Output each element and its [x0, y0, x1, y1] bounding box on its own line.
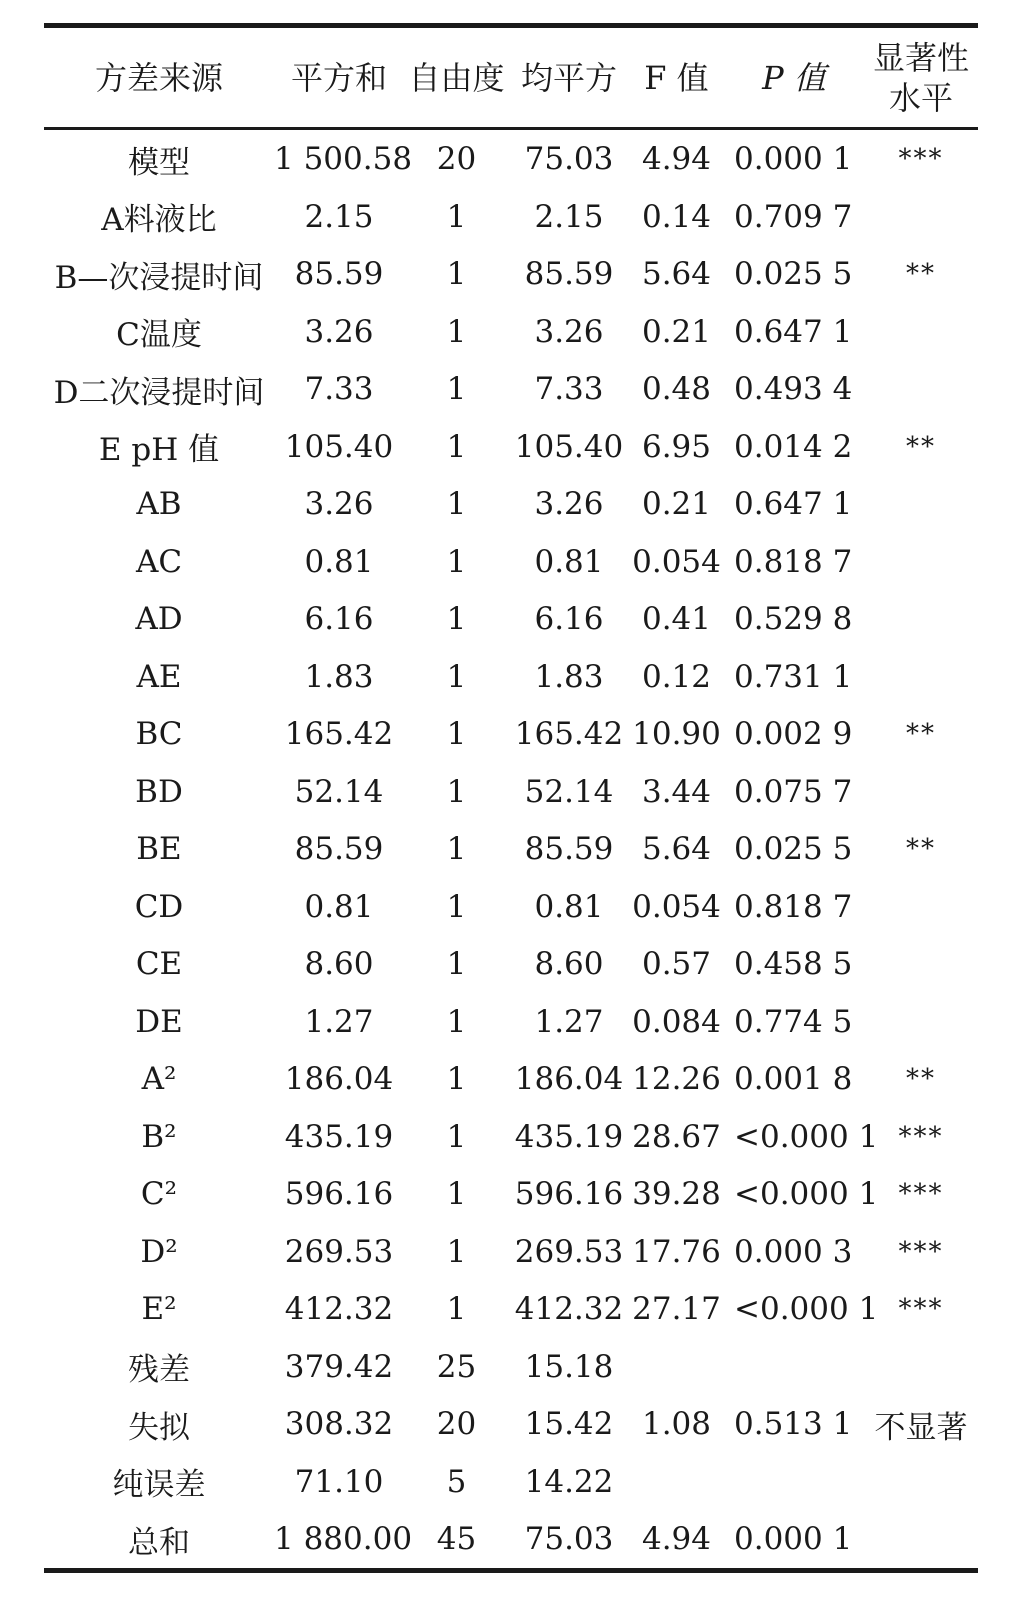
cell-degrees-of-freedom: 45	[436, 1521, 477, 1558]
cell-mean-square: 412.32	[514, 1291, 624, 1328]
cell-mean-square: 7.33	[534, 371, 604, 408]
cell-mean-square: 596.16	[514, 1176, 624, 1213]
cell-f-value: 4.94	[641, 1521, 712, 1558]
cell-degrees-of-freedom: 1	[446, 1176, 467, 1213]
cell-degrees-of-freedom: 1	[446, 601, 467, 638]
table-row	[44, 993, 978, 1051]
cell-degrees-of-freedom: 1	[446, 371, 467, 408]
table-row	[44, 705, 978, 763]
cell-degrees-of-freedom: 1	[446, 1061, 467, 1098]
cell-p-value	[724, 1338, 864, 1396]
cell-significance: **	[906, 1064, 936, 1095]
cell-sum-of-squares: 379.42	[284, 1348, 394, 1385]
cell-mean-square: 435.19	[514, 1118, 624, 1155]
cell-mean-square: 75.03	[524, 141, 614, 178]
table-row	[44, 590, 978, 648]
cell-source: 纯误差	[112, 1467, 206, 1504]
cell-source: 残差	[128, 1352, 190, 1389]
cell-sum-of-squares: 2.15	[304, 198, 374, 235]
cell-p-value	[724, 1453, 864, 1511]
cell-f-value: 1.08	[641, 1406, 712, 1443]
cell-degrees-of-freedom: 1	[446, 543, 467, 580]
cell-f-value	[629, 1338, 724, 1396]
cell-f-value: 17.76	[632, 1233, 721, 1270]
cell-significance	[864, 935, 978, 993]
table-row	[44, 303, 978, 361]
cell-source: CD	[134, 888, 184, 925]
cell-sum-of-squares: 3.26	[304, 313, 374, 350]
cell-p-value: 0.000 1	[734, 141, 853, 178]
cell-significance: ***	[898, 1121, 944, 1152]
header-mean-square: 均平方	[520, 59, 617, 97]
cell-mean-square: 85.59	[524, 831, 614, 868]
cell-significance	[864, 1338, 978, 1396]
cell-significance	[864, 763, 978, 821]
cell-source: D二次浸提时间	[53, 374, 265, 411]
cell-significance: **	[906, 431, 936, 462]
cell-significance: **	[906, 259, 936, 290]
cell-significance	[864, 533, 978, 591]
cell-sum-of-squares: 1.27	[304, 1003, 374, 1040]
cell-significance: **	[906, 834, 936, 865]
cell-source: AB	[136, 486, 182, 523]
cell-significance	[864, 475, 978, 533]
cell-significance	[864, 878, 978, 936]
cell-source: A²	[141, 1061, 177, 1098]
table-row	[44, 878, 978, 936]
cell-p-value: 0.075 7	[734, 773, 853, 810]
cell-mean-square: 6.16	[534, 601, 604, 638]
cell-degrees-of-freedom: 20	[436, 141, 477, 178]
cell-degrees-of-freedom: 1	[446, 1233, 467, 1270]
cell-degrees-of-freedom: 1	[446, 1118, 467, 1155]
cell-sum-of-squares: 435.19	[284, 1118, 394, 1155]
cell-degrees-of-freedom: 1	[446, 1291, 467, 1328]
cell-degrees-of-freedom: 1	[446, 1003, 467, 1040]
cell-p-value: 0.529 8	[734, 601, 853, 638]
header-degrees-of-freedom: 自由度	[408, 59, 505, 97]
cell-mean-square: 0.81	[534, 543, 604, 580]
table-row	[44, 1510, 978, 1568]
table-row	[44, 648, 978, 706]
cell-mean-square: 52.14	[524, 773, 614, 810]
cell-p-value: 0.458 5	[734, 946, 853, 983]
cell-f-value: 12.26	[632, 1061, 721, 1098]
table-row	[44, 1108, 978, 1166]
cell-significance	[864, 648, 978, 706]
cell-p-value: 0.002 9	[734, 716, 853, 753]
cell-sum-of-squares: 85.59	[294, 256, 384, 293]
cell-significance	[864, 360, 978, 418]
cell-degrees-of-freedom: 20	[436, 1406, 477, 1443]
table-row	[44, 1165, 978, 1223]
cell-f-value: 0.054	[632, 888, 721, 925]
cell-p-value: 0.000 1	[734, 1521, 853, 1558]
cell-f-value: 0.12	[641, 658, 712, 695]
cell-source: AE	[136, 658, 182, 695]
cell-sum-of-squares: 7.33	[304, 371, 374, 408]
cell-sum-of-squares: 0.81	[304, 543, 374, 580]
cell-degrees-of-freedom: 1	[446, 486, 467, 523]
table-row	[44, 1395, 978, 1453]
cell-mean-square: 8.60	[534, 946, 604, 983]
anova-table	[44, 28, 978, 1568]
cell-f-value: 28.67	[632, 1118, 721, 1155]
cell-p-value: 0.818 7	[734, 888, 853, 925]
cell-f-value: 0.48	[641, 371, 712, 408]
header-sum-of-squares: 平方和	[290, 59, 387, 97]
cell-significance	[864, 303, 978, 361]
cell-significance: 不显著	[874, 1409, 968, 1446]
cell-mean-square: 14.22	[524, 1463, 614, 1500]
cell-f-value: 3.44	[641, 773, 712, 810]
cell-significance	[864, 590, 978, 648]
cell-f-value: 5.64	[641, 831, 712, 868]
cell-source: C温度	[116, 317, 202, 354]
cell-source: E²	[141, 1291, 177, 1328]
table-row	[44, 1223, 978, 1281]
cell-sum-of-squares: 0.81	[304, 888, 374, 925]
header-source: 方差来源	[94, 59, 223, 97]
table-bottom-rule	[44, 1568, 978, 1573]
cell-sum-of-squares: 1 500.58	[274, 141, 413, 178]
cell-p-value: 0.647 1	[734, 313, 853, 350]
cell-f-value: 0.14	[641, 198, 712, 235]
cell-f-value: 0.57	[641, 946, 712, 983]
header-significance-line1: 显著性	[872, 39, 969, 77]
table-row	[44, 360, 978, 418]
cell-p-value: 0.014 2	[734, 428, 853, 465]
header-significance	[864, 28, 978, 128]
cell-significance	[864, 993, 978, 1051]
table-row	[44, 820, 978, 878]
cell-sum-of-squares: 596.16	[284, 1176, 394, 1213]
cell-degrees-of-freedom: 1	[446, 716, 467, 753]
cell-source: 总和	[128, 1524, 190, 1561]
cell-mean-square: 85.59	[524, 256, 614, 293]
cell-degrees-of-freedom: 1	[446, 658, 467, 695]
cell-sum-of-squares: 71.10	[294, 1463, 384, 1500]
cell-mean-square: 15.42	[524, 1406, 614, 1443]
cell-f-value: 6.95	[641, 428, 712, 465]
cell-p-value: <0.000 1	[734, 1176, 879, 1213]
header-p-value: P 值	[762, 59, 826, 97]
cell-sum-of-squares: 269.53	[284, 1233, 394, 1270]
cell-source: DE	[135, 1003, 183, 1040]
cell-sum-of-squares: 308.32	[284, 1406, 394, 1443]
cell-sum-of-squares: 1.83	[304, 658, 374, 695]
cell-mean-square: 1.83	[534, 658, 604, 695]
cell-sum-of-squares: 412.32	[284, 1291, 394, 1328]
cell-source: BE	[136, 831, 182, 868]
cell-p-value: 0.647 1	[734, 486, 853, 523]
cell-degrees-of-freedom: 1	[446, 198, 467, 235]
table-header	[44, 28, 978, 130]
cell-mean-square: 105.40	[514, 428, 624, 465]
cell-f-value: 10.90	[632, 716, 721, 753]
cell-source: D²	[140, 1233, 178, 1270]
cell-sum-of-squares: 8.60	[304, 946, 374, 983]
cell-p-value: 0.513 1	[734, 1406, 853, 1443]
cell-p-value: 0.731 1	[734, 658, 853, 695]
cell-degrees-of-freedom: 25	[436, 1348, 477, 1385]
cell-significance	[864, 1510, 978, 1568]
cell-degrees-of-freedom: 1	[446, 946, 467, 983]
cell-p-value: 0.818 7	[734, 543, 853, 580]
cell-p-value: 0.025 5	[734, 831, 853, 868]
cell-f-value	[629, 1453, 724, 1511]
cell-sum-of-squares: 6.16	[304, 601, 374, 638]
cell-sum-of-squares: 85.59	[294, 831, 384, 868]
cell-source: B—次浸提时间	[54, 259, 264, 296]
table-body	[44, 130, 978, 1568]
cell-source: B²	[141, 1118, 177, 1155]
cell-source: E pH 值	[98, 432, 220, 469]
cell-mean-square: 3.26	[534, 486, 604, 523]
table-row	[44, 763, 978, 821]
cell-f-value: 0.21	[641, 486, 712, 523]
cell-mean-square: 75.03	[524, 1521, 614, 1558]
cell-sum-of-squares: 3.26	[304, 486, 374, 523]
cell-source: 失拟	[128, 1409, 190, 1446]
cell-sum-of-squares: 165.42	[284, 716, 394, 753]
cell-source: BD	[135, 773, 183, 810]
cell-source: BC	[135, 716, 183, 753]
cell-sum-of-squares: 1 880.00	[274, 1521, 413, 1558]
cell-significance: ***	[898, 144, 944, 175]
cell-degrees-of-freedom: 1	[446, 773, 467, 810]
table-row	[44, 1453, 978, 1511]
cell-p-value: <0.000 1	[734, 1291, 879, 1328]
cell-f-value: 0.21	[641, 313, 712, 350]
cell-sum-of-squares: 105.40	[284, 428, 394, 465]
cell-p-value: 0.025 5	[734, 256, 853, 293]
cell-mean-square: 3.26	[534, 313, 604, 350]
cell-source: AD	[135, 601, 183, 638]
cell-significance: ***	[898, 1236, 944, 1267]
table-row	[44, 1050, 978, 1108]
table-row	[44, 188, 978, 246]
cell-p-value: 0.709 7	[734, 198, 853, 235]
cell-mean-square: 2.15	[534, 198, 604, 235]
cell-f-value: 4.94	[641, 141, 712, 178]
cell-source: 模型	[128, 144, 190, 181]
table-row	[44, 935, 978, 993]
cell-significance: ***	[898, 1294, 944, 1325]
cell-source: CE	[135, 946, 183, 983]
cell-mean-square: 0.81	[534, 888, 604, 925]
table-row	[44, 533, 978, 591]
cell-f-value: 27.17	[632, 1291, 721, 1328]
cell-mean-square: 1.27	[534, 1003, 604, 1040]
cell-significance: ***	[898, 1179, 944, 1210]
table-row	[44, 130, 978, 188]
cell-source: AC	[135, 543, 183, 580]
table-row	[44, 1280, 978, 1338]
cell-f-value: 0.054	[632, 543, 721, 580]
cell-source: A料液比	[101, 202, 217, 239]
cell-source: C²	[140, 1176, 178, 1213]
cell-significance: **	[906, 719, 936, 750]
cell-degrees-of-freedom: 1	[446, 313, 467, 350]
cell-f-value: 0.084	[632, 1003, 721, 1040]
cell-degrees-of-freedom: 1	[446, 888, 467, 925]
cell-mean-square: 269.53	[514, 1233, 624, 1270]
cell-p-value: 0.001 8	[734, 1061, 853, 1098]
cell-significance	[864, 188, 978, 246]
cell-mean-square: 165.42	[514, 716, 624, 753]
cell-f-value: 39.28	[632, 1176, 721, 1213]
cell-degrees-of-freedom: 5	[446, 1463, 467, 1500]
cell-p-value: <0.000 1	[734, 1118, 879, 1155]
cell-p-value: 0.000 3	[734, 1233, 853, 1270]
cell-sum-of-squares: 52.14	[294, 773, 384, 810]
cell-mean-square: 15.18	[524, 1348, 614, 1385]
header-significance-line2: 水平	[888, 79, 953, 117]
cell-mean-square: 186.04	[514, 1061, 624, 1098]
cell-significance	[864, 1453, 978, 1511]
table-row	[44, 418, 978, 476]
table-row	[44, 1338, 978, 1396]
cell-p-value: 0.493 4	[734, 371, 853, 408]
cell-degrees-of-freedom: 1	[446, 428, 467, 465]
header-f-value: F 值	[644, 59, 709, 97]
cell-degrees-of-freedom: 1	[446, 831, 467, 868]
cell-sum-of-squares: 186.04	[284, 1061, 394, 1098]
cell-f-value: 5.64	[641, 256, 712, 293]
cell-p-value: 0.774 5	[734, 1003, 853, 1040]
table-row	[44, 245, 978, 303]
cell-f-value: 0.41	[641, 601, 712, 638]
table-row	[44, 475, 978, 533]
cell-degrees-of-freedom: 1	[446, 256, 467, 293]
